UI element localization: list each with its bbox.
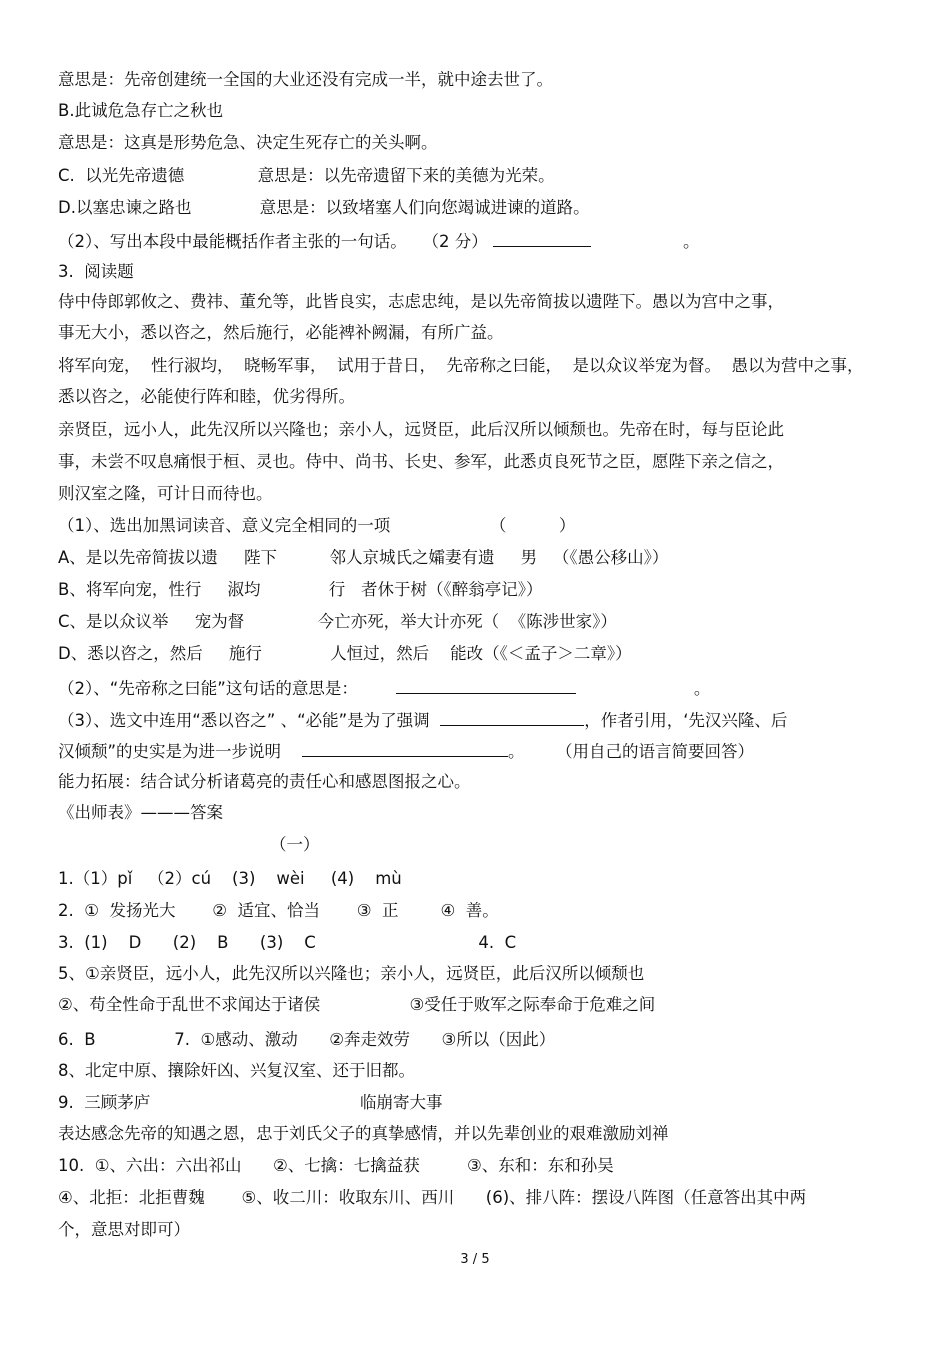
- text-line: 悉以咨之，必能使行阵和睦，优劣得所。: [58, 387, 355, 406]
- text: （2）、写出本段中最能概括作者主张的一句话。 （2 分）: [58, 232, 488, 251]
- text: 。 （用自己的语言简要回答）: [508, 742, 755, 761]
- text-line: 1.（1）pǐ （2）cú (3) wèi (4) mù: [58, 869, 402, 888]
- text-line: 意思是：这真是形势危急、决定生死存亡的关头啊。: [58, 133, 438, 152]
- question-line: [58, 709, 787, 731]
- text-line: 侍中侍郎郭攸之、费祎、董允等，此皆良实，志虑忠纯，是以先帝简拔以遗陛下。愚以为宫中之事，: [58, 292, 784, 311]
- text: 汉倾颓”的史实是为进一步说明: [58, 742, 282, 761]
- text-line: 亲贤臣，远小人，此先汉所以兴隆也；亲小人，远贤臣，此后汉所以倾颓也。先帝在时，每与臣论此: [58, 420, 784, 439]
- text: 。: [682, 232, 700, 251]
- text-line: 个，意思对即可）: [58, 1220, 190, 1239]
- answer-blank: [493, 230, 591, 247]
- text-line: 事无大小，悉以咨之，然后施行，必能裨补阙漏，有所广益。: [58, 323, 504, 342]
- text: （2）、“先帝称之曰能”这句话的意思是：: [58, 679, 358, 698]
- text-line: A、是以先帝简拔以遗 陛下 邻人京城氏之孀妻有遗 男 （《愚公移山》）: [58, 548, 669, 567]
- text-line: 9. 三顾茅庐 临崩寄大事: [58, 1093, 443, 1112]
- text-line: 3. 阅读题: [58, 262, 134, 281]
- text-line: C、是以众议举 宠为督 今亡亦死，举大计亦死（ 《陈涉世家》）: [58, 612, 617, 631]
- text-line: 5、①亲贤臣，远小人，此先汉所以兴隆也；亲小人，远贤臣，此后汉所以倾颓也: [58, 964, 645, 983]
- text: （3）、选文中连用“悉以咨之” 、“必能”是为了强调: [58, 711, 430, 730]
- answer-blank: [302, 740, 508, 757]
- text: 。: [693, 679, 711, 698]
- text-line: 将军向宠， 性行淑均， 晓畅军事， 试用于昔日， 先帝称之曰能， 是以众议举宠为督。 愚以为营中之事，: [58, 356, 864, 375]
- text-line: C. 以光先帝遗德 意思是：以先帝遗留下来的美德为光荣。: [58, 166, 555, 185]
- text: ，作者引用，‘先汉兴隆、后: [584, 711, 788, 730]
- text-line: 《出师表》———答案: [58, 803, 223, 822]
- text-line: （1）、选出加黑词读音、意义完全相同的一项 （ ）: [58, 516, 576, 535]
- text-line: 事，未尝不叹息痛恨于桓、灵也。侍中、尚书、长史、参军，此悉贞良死节之臣，愿陛下亲之信之，: [58, 452, 784, 471]
- question-line: [58, 230, 699, 252]
- text-line: 6. B 7. ①感动、激动 ②奔走效劳 ③所以（因此）: [58, 1030, 556, 1049]
- text-line: D、悉以咨之，然后 施行 人恒过，然后 能改（《＜孟子＞二章》）: [58, 644, 632, 663]
- question-line: [58, 677, 710, 699]
- text-line: B.此诚危急存亡之秋也: [58, 101, 224, 120]
- answer-blank: [440, 709, 584, 726]
- text-line: D.以塞忠谏之路也 意思是：以致堵塞人们向您竭诚进谏的道路。: [58, 198, 590, 217]
- answer-blank: [396, 677, 576, 694]
- text-line: ④、北拒：北拒曹魏 ⑤、收二川：收取东川、西川 (6)、排八阵：摆设八阵图（任意答出其中两: [58, 1188, 807, 1207]
- text-line: 10. ①、六出：六出祁山 ②、七擒：七擒益获 ③、东和：东和孙吴: [58, 1156, 614, 1175]
- text-line: 意思是：先帝创建统一全国的大业还没有完成一半，就中途去世了。: [58, 70, 553, 89]
- question-line: [58, 740, 754, 762]
- text-line: B、将军向宠，性行 淑均 行 者休于树（《醉翁亭记》）: [58, 580, 543, 599]
- text-line: 8、北定中原、攘除奸凶、兴复汉室、还于旧都。: [58, 1061, 415, 1080]
- text-line: 则汉室之隆，可计日而待也。: [58, 484, 273, 503]
- text-line: 3. (1) D (2) B (3) C 4. C: [58, 933, 517, 952]
- page-number: 3 / 5: [460, 1252, 490, 1267]
- text-line: ②、苟全性命于乱世不求闻达于诸侯 ③受任于败军之际奉命于危难之间: [58, 995, 656, 1014]
- section-heading: （一）: [270, 835, 320, 854]
- text-line: 表达感念先帝的知遇之恩，忠于刘氏父子的真挚感情，并以先辈创业的艰难激励刘禅: [58, 1124, 669, 1143]
- text-line: 2. ① 发扬光大 ② 适宜、恰当 ③ 正 ④ 善。: [58, 901, 499, 920]
- text-line: 能力拓展：结合试分析诸葛亮的责任心和感恩图报之心。: [58, 772, 471, 791]
